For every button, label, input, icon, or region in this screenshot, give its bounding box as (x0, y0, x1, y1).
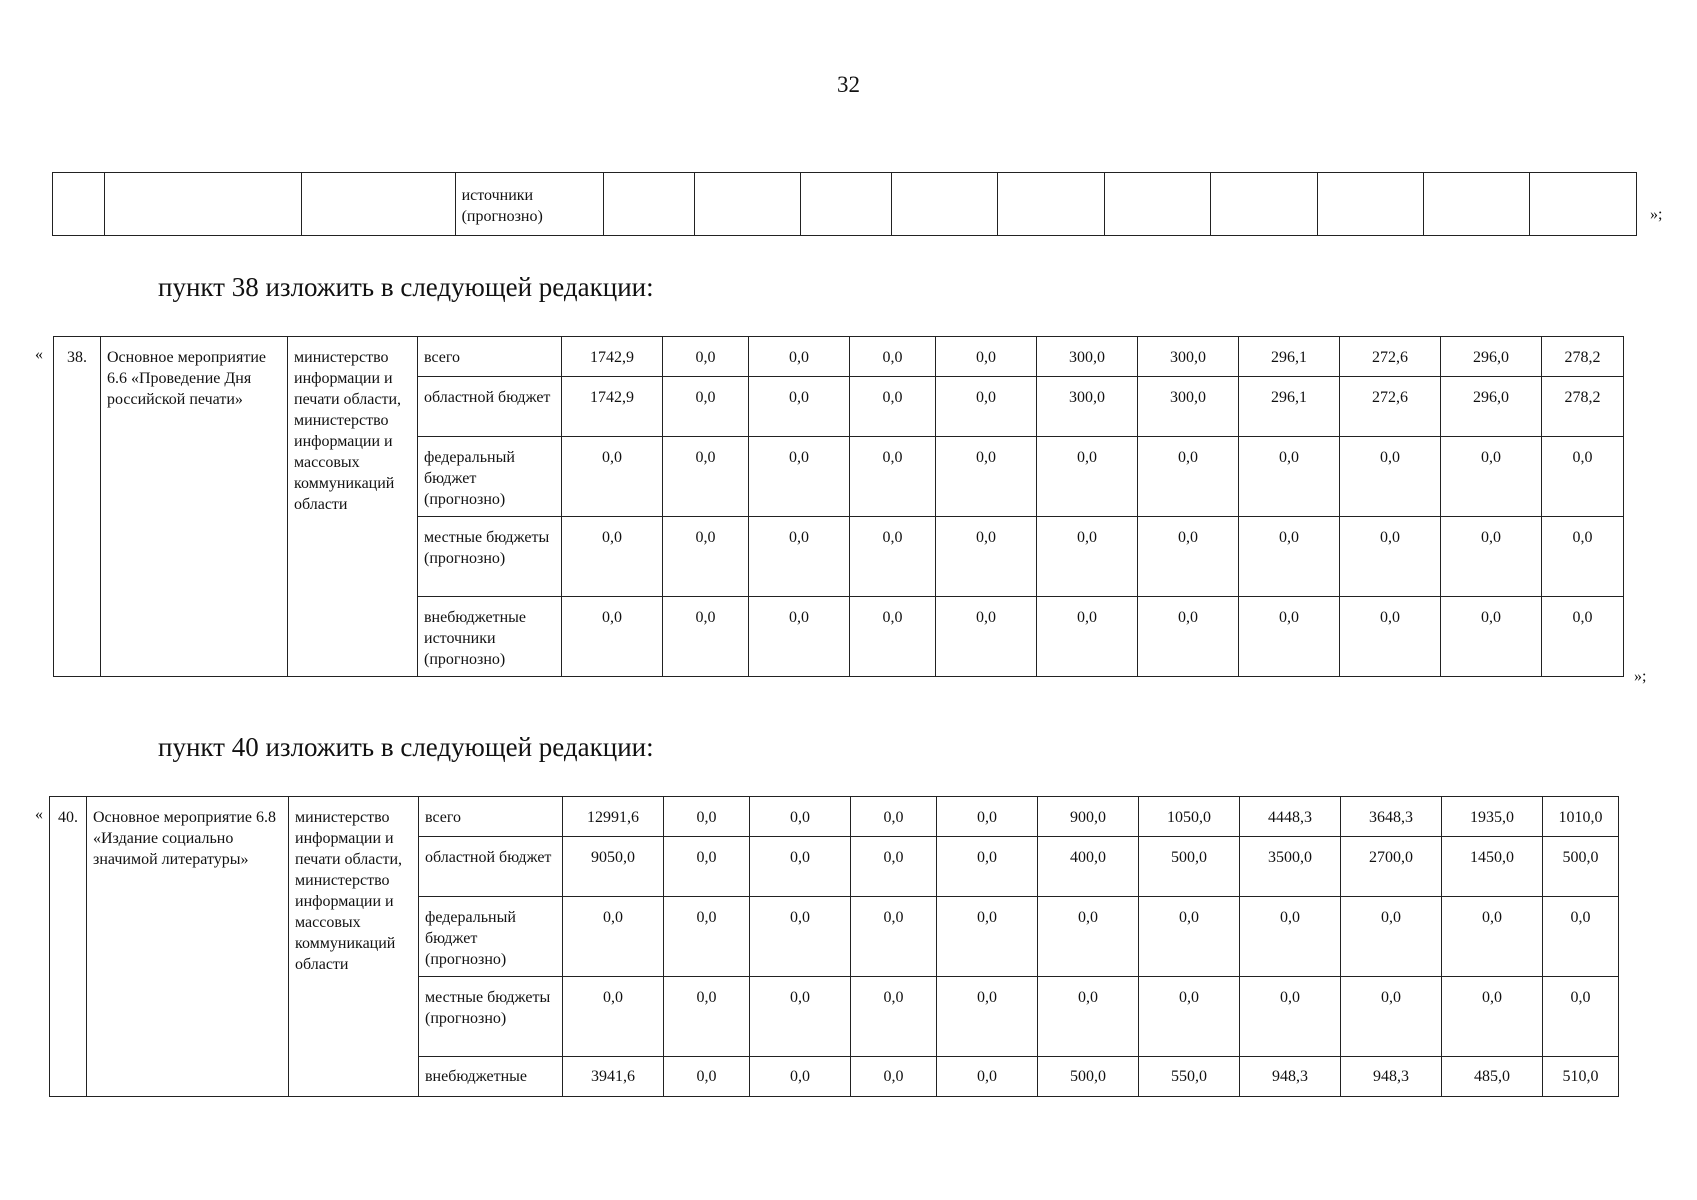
amount-cell: 0,0 (1138, 597, 1239, 677)
row-index-cell: 38. (54, 337, 101, 677)
amount-cell: 0,0 (1340, 517, 1441, 597)
table-cell (1104, 173, 1210, 236)
amount-cell: 0,0 (936, 437, 1037, 517)
amount-cell: 0,0 (1239, 597, 1340, 677)
event-name-cell: Основное мероприятие 6.6 «Проведение Дня российской печати» (101, 337, 288, 677)
amount-cell: 12991,6 (563, 797, 664, 837)
funding-source-cell: всего (418, 337, 562, 377)
funding-source-cell: областной бюджет (419, 837, 563, 897)
section-38-heading: пункт 38 изложить в следующей редакции: (158, 272, 654, 302)
amount-cell: 0,0 (936, 337, 1037, 377)
table-cell (53, 173, 105, 236)
amount-cell: 550,0 (1139, 1057, 1240, 1097)
row-index-cell: 40. (50, 797, 87, 1097)
table-cell (1211, 173, 1317, 236)
amount-cell: 0,0 (851, 977, 937, 1057)
amount-cell: 0,0 (937, 1057, 1038, 1097)
section-40-body (50, 797, 1619, 1097)
amount-cell: 1935,0 (1442, 797, 1543, 837)
amount-cell: 1050,0 (1139, 797, 1240, 837)
amount-cell: 1450,0 (1442, 837, 1543, 897)
amount-cell: 0,0 (663, 597, 749, 677)
close-quote: »; (1634, 668, 1647, 685)
amount-cell: 0,0 (749, 437, 850, 517)
amount-cell: 0,0 (750, 837, 851, 897)
amount-cell: 0,0 (562, 437, 663, 517)
amount-cell: 948,3 (1240, 1057, 1341, 1097)
amount-cell: 296,1 (1239, 377, 1340, 437)
amount-cell: 510,0 (1543, 1057, 1619, 1097)
section-38-body (54, 337, 1624, 677)
amount-cell: 0,0 (562, 597, 663, 677)
amount-cell: 0,0 (851, 897, 937, 977)
amount-cell: 0,0 (936, 377, 1037, 437)
amount-cell: 0,0 (1341, 977, 1442, 1057)
amount-cell: 3648,3 (1341, 797, 1442, 837)
funding-source-cell: областной бюджет (418, 377, 562, 437)
amount-cell: 1742,9 (562, 377, 663, 437)
amount-cell: 0,0 (851, 797, 937, 837)
funding-source-cell: местные бюджеты (прогнозно) (418, 517, 562, 597)
amount-cell: 0,0 (1543, 977, 1619, 1057)
funding-source-cell: внебюджетные источники (прогнозно) (418, 597, 562, 677)
amount-cell: 400,0 (1038, 837, 1139, 897)
amount-cell: 0,0 (562, 517, 663, 597)
amount-cell: 0,0 (749, 517, 850, 597)
amount-cell: 296,1 (1239, 337, 1340, 377)
amount-cell: 0,0 (664, 977, 750, 1057)
amount-cell: 0,0 (1239, 517, 1340, 597)
table-cell (1530, 173, 1637, 236)
section-40-table (49, 796, 1619, 1097)
amount-cell: 0,0 (1037, 437, 1138, 517)
amount-cell: 1742,9 (562, 337, 663, 377)
executor-cell: министерство информации и печати области, министерство информации и массовых коммуникаций области (288, 337, 418, 677)
amount-cell: 500,0 (1038, 1057, 1139, 1097)
table-cell (801, 173, 892, 236)
amount-cell: 0,0 (750, 797, 851, 837)
amount-cell: 0,0 (851, 1057, 937, 1097)
amount-cell: 0,0 (936, 517, 1037, 597)
funding-source-cell: внебюджетные (419, 1057, 563, 1097)
table-cell (104, 173, 301, 236)
table-cell (301, 173, 455, 236)
amount-cell: 0,0 (749, 337, 850, 377)
section-38-table (53, 336, 1624, 677)
amount-cell: 0,0 (937, 977, 1038, 1057)
amount-cell: 0,0 (1037, 517, 1138, 597)
amount-cell: 0,0 (664, 797, 750, 837)
amount-cell: 278,2 (1542, 337, 1624, 377)
section-40-heading: пункт 40 изложить в следующей редакции: (158, 732, 654, 762)
amount-cell: 485,0 (1442, 1057, 1543, 1097)
amount-cell: 3941,6 (563, 1057, 664, 1097)
amount-cell: 0,0 (1441, 517, 1542, 597)
table-cell (694, 173, 800, 236)
amount-cell: 0,0 (1442, 897, 1543, 977)
amount-cell: 0,0 (1139, 977, 1240, 1057)
amount-cell: 0,0 (750, 977, 851, 1057)
amount-cell: 900,0 (1038, 797, 1139, 837)
amount-cell: 0,0 (1138, 437, 1239, 517)
amount-cell: 0,0 (1139, 897, 1240, 977)
table-cell (604, 173, 695, 236)
amount-cell: 3500,0 (1240, 837, 1341, 897)
amount-cell: 0,0 (663, 517, 749, 597)
amount-cell: 0,0 (850, 597, 936, 677)
open-quote: « (35, 806, 43, 823)
amount-cell: 296,0 (1441, 377, 1542, 437)
amount-cell: 0,0 (1138, 517, 1239, 597)
amount-cell: 0,0 (1441, 437, 1542, 517)
table-cell (1424, 173, 1530, 236)
amount-cell: 0,0 (850, 337, 936, 377)
amount-cell: 0,0 (1442, 977, 1543, 1057)
amount-cell: 0,0 (936, 597, 1037, 677)
amount-cell: 0,0 (1340, 597, 1441, 677)
amount-cell: 0,0 (1542, 597, 1624, 677)
amount-cell: 0,0 (749, 377, 850, 437)
amount-cell: 0,0 (937, 897, 1038, 977)
amount-cell: 0,0 (1341, 897, 1442, 977)
amount-cell: 0,0 (850, 437, 936, 517)
amount-cell: 0,0 (663, 377, 749, 437)
amount-cell: 0,0 (664, 1057, 750, 1097)
amount-cell: 0,0 (1239, 437, 1340, 517)
funding-source-cell: федеральный бюджет (прогнозно) (418, 437, 562, 517)
event-name-cell: Основное мероприятие 6.8 «Издание социально значимой литературы» (87, 797, 289, 1097)
table-cell (998, 173, 1104, 236)
amount-cell: 4448,3 (1240, 797, 1341, 837)
amount-cell: 500,0 (1543, 837, 1619, 897)
source-cell: источники (прогнозно) (455, 173, 604, 236)
amount-cell: 300,0 (1138, 337, 1239, 377)
amount-cell: 300,0 (1138, 377, 1239, 437)
amount-cell: 0,0 (1340, 437, 1441, 517)
amount-cell: 0,0 (1543, 897, 1619, 977)
executor-cell: министерство информации и печати области, министерство информации и массовых коммуникаций области (289, 797, 419, 1097)
amount-cell: 300,0 (1037, 377, 1138, 437)
page-number: 32 (837, 72, 860, 97)
amount-cell: 0,0 (563, 897, 664, 977)
amount-cell: 0,0 (937, 837, 1038, 897)
amount-cell: 278,2 (1542, 377, 1624, 437)
amount-cell: 0,0 (1441, 597, 1542, 677)
amount-cell: 0,0 (749, 597, 850, 677)
amount-cell: 0,0 (1038, 897, 1139, 977)
funding-source-cell: федеральный бюджет (прогнозно) (419, 897, 563, 977)
amount-cell: 0,0 (1037, 597, 1138, 677)
amount-cell: 0,0 (663, 437, 749, 517)
amount-cell: 0,0 (563, 977, 664, 1057)
amount-cell: 9050,0 (563, 837, 664, 897)
amount-cell: 300,0 (1037, 337, 1138, 377)
top-table-fragment (52, 172, 1637, 236)
amount-cell: 296,0 (1441, 337, 1542, 377)
table-cell (891, 173, 997, 236)
amount-cell: 0,0 (850, 377, 936, 437)
amount-cell: 0,0 (750, 897, 851, 977)
table-row (50, 797, 1619, 837)
amount-cell: 0,0 (750, 1057, 851, 1097)
amount-cell: 272,6 (1340, 377, 1441, 437)
amount-cell: 0,0 (1038, 977, 1139, 1057)
close-quote: »; (1650, 206, 1663, 223)
amount-cell: 0,0 (850, 517, 936, 597)
amount-cell: 0,0 (1542, 437, 1624, 517)
amount-cell: 0,0 (664, 837, 750, 897)
amount-cell: 0,0 (851, 837, 937, 897)
table-cell (1317, 173, 1423, 236)
amount-cell: 500,0 (1139, 837, 1240, 897)
amount-cell: 2700,0 (1341, 837, 1442, 897)
amount-cell: 0,0 (937, 797, 1038, 837)
amount-cell: 0,0 (1542, 517, 1624, 597)
amount-cell: 0,0 (1240, 897, 1341, 977)
amount-cell: 1010,0 (1543, 797, 1619, 837)
amount-cell: 0,0 (664, 897, 750, 977)
open-quote: « (35, 346, 43, 363)
amount-cell: 0,0 (663, 337, 749, 377)
funding-source-cell: местные бюджеты (прогнозно) (419, 977, 563, 1057)
amount-cell: 948,3 (1341, 1057, 1442, 1097)
amount-cell: 272,6 (1340, 337, 1441, 377)
amount-cell: 0,0 (1240, 977, 1341, 1057)
table-row (54, 337, 1624, 377)
funding-source-cell: всего (419, 797, 563, 837)
